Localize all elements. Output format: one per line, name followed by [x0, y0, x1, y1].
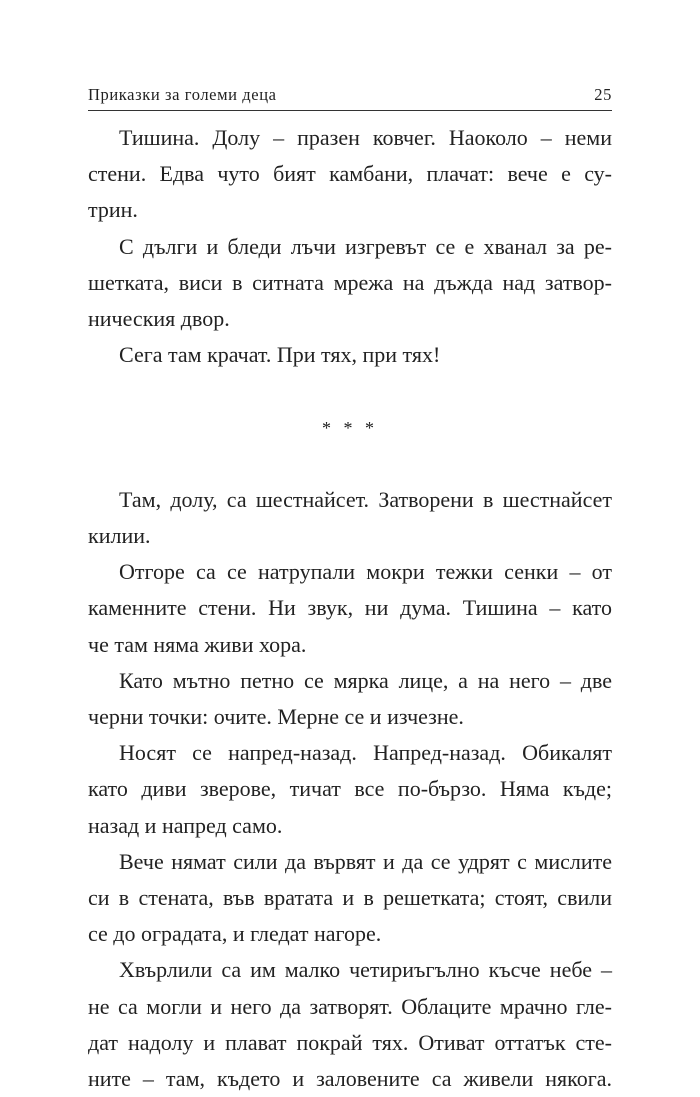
section-separator: * * *: [322, 417, 378, 438]
text-line: Там, долу, са шестнайсет. Затворени в шестнайсет: [119, 486, 612, 512]
text-line: че там няма живи хора.: [88, 631, 307, 657]
text-line: Вече нямат сили да вървят и да се удрят с мислите: [119, 848, 612, 874]
text-line: стени. Едва чуто бият камбани, плачат: вече е су-: [88, 161, 612, 187]
text-line: Сега там крачат. При тях, при тях!: [119, 342, 441, 368]
text-line: се до оградата, и гледат нагоре.: [88, 921, 382, 947]
text-line: С дълги и бледи лъчи изгревът се е хванал за ре-: [119, 233, 612, 259]
text-line: черни точки: очите. Мерне се и изчезне.: [88, 704, 464, 729]
text-line: ните – там, където и заловените са живели някога.: [88, 1065, 612, 1091]
book-title: Приказки за големи деца: [88, 85, 277, 104]
text-line: трин.: [88, 197, 138, 223]
page-body: [88, 120, 612, 1097]
text-line: ническия двор.: [88, 305, 230, 331]
text-line: Носят се напред-назад. Напред-назад. Обикалят: [119, 740, 612, 766]
text-line: Тишина. Долу – празен ковчег. Наоколо – неми: [119, 125, 612, 150]
blank-line: [88, 373, 612, 409]
page-number: 25: [594, 85, 612, 104]
header-rule: [88, 110, 612, 111]
text-line: Хвърлили са им малко четириъгълно късче небе –: [119, 957, 612, 983]
text-line: си в стената, във вратата и в решетката; стоят, свили: [88, 884, 612, 910]
text-line: Като мътно петно се мярка лице, а на него – две: [119, 667, 612, 693]
text-line: каменните стени. Ни звук, ни дума. Тишина – като: [88, 595, 612, 621]
text-line: назад и напред само.: [88, 812, 283, 838]
text-line: дат надолу и плават покрай тях. Отиват оттатък сте-: [88, 1029, 612, 1055]
text-line: шетката, виси в ситната мрежа на дъжда над затвор-: [88, 269, 612, 295]
text-line: Отгоре са се натрупали мокри тежки сенки – от: [119, 559, 612, 585]
text-line: не са могли и него да затворят. Облаците мрачно гле-: [88, 993, 612, 1019]
text-line: килии.: [88, 523, 151, 549]
blank-line: [88, 446, 612, 482]
running-header: [88, 85, 612, 105]
text-line: като диви зверове, тичат все по-бързо. Няма къде;: [88, 776, 612, 802]
